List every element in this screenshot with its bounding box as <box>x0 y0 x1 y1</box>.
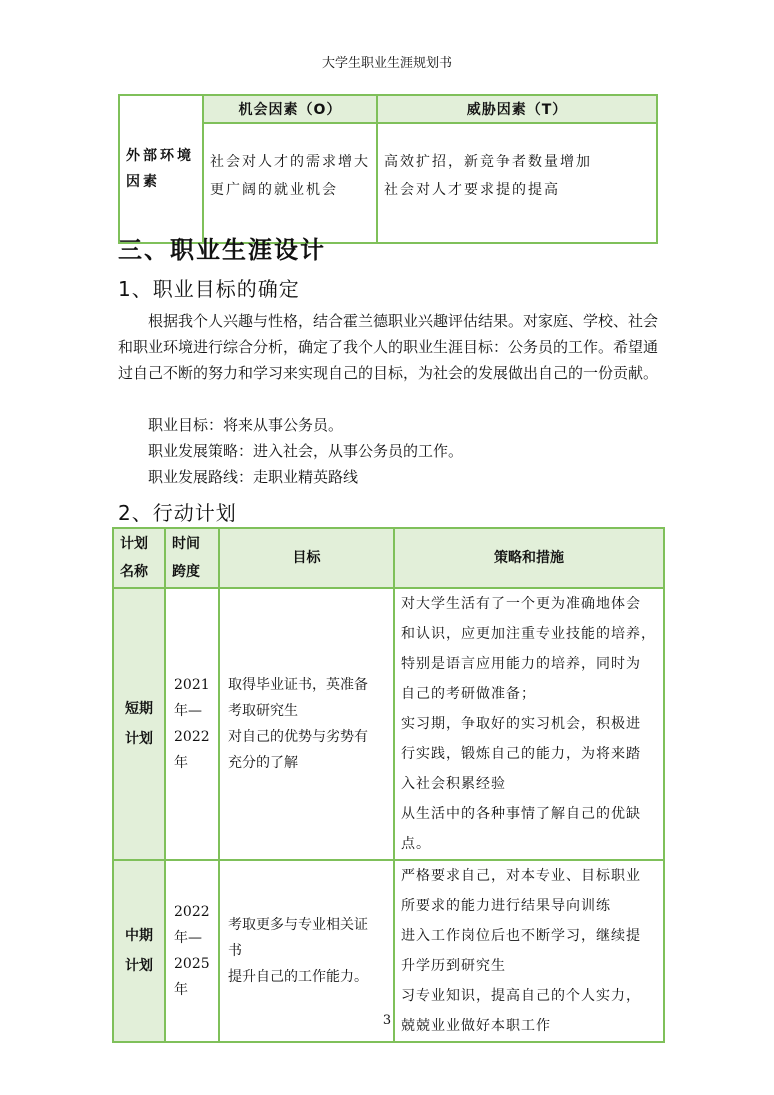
table-row <box>113 588 664 860</box>
plan-name-header <box>113 528 165 588</box>
strategy-line: 习专业知识，提高自己的个人实力， <box>401 988 641 1004</box>
plan-name-header-line: 计划 <box>120 536 148 552</box>
strategy-line: 特别是语言应用能力的培养，同时为 <box>401 656 641 672</box>
swot-row-label <box>119 95 203 243</box>
swot-row-label-line: 外部环境 <box>126 148 194 164</box>
goal-line: 取得毕业证书，英准备 <box>228 677 368 693</box>
swot-row-label-line: 因素 <box>126 174 160 190</box>
strategy-line: 对大学生活有了一个更为准确地体会 <box>401 596 641 612</box>
plan-name-line: 计划 <box>125 958 153 974</box>
swot-external-table <box>118 94 658 244</box>
threat-item: 高效扩招，新竞争者数量增加 <box>384 154 592 170</box>
time-span-header-line: 跨度 <box>172 564 200 580</box>
subsection-title-goal: 1、职业目标的确定 <box>118 277 300 301</box>
opportunity-cell <box>203 123 377 243</box>
opportunity-item: 社会对人才的需求增大 <box>210 154 370 170</box>
goal-line: 充分的了解 <box>228 755 298 771</box>
plan-name-line: 中期 <box>125 928 153 944</box>
goal-line: 对自己的优势与劣势有 <box>228 729 368 745</box>
strategy-line: 从生活中的各种事情了解自己的优缺 <box>401 806 641 822</box>
goal-header: 目标 <box>219 528 394 588</box>
section-title: 三、职业生涯设计 <box>118 236 326 264</box>
strategy-line: 自己的考研做准备； <box>401 686 536 702</box>
strategy-line: 进入工作岗位后也不断学习，继续提 <box>401 928 641 944</box>
goal-cell <box>219 588 394 860</box>
goal-line: 书 <box>228 943 242 959</box>
time-span-header-line: 时间 <box>172 536 200 552</box>
time-span-line: 年 <box>174 982 188 998</box>
body-paragraph: 根据我个人兴趣与性格，结合霍兰德职业兴趣评估结果。对家庭、学校、社会和职业环境进行综合分析，确定了我个人的职业生涯目标：公务员的工作。希望通过自己不断的努力和学习来实现自己的目标，为社会的发展做出自己的一份贡献。 <box>118 312 659 382</box>
career-strategy-line: 职业发展策略：进入社会，从事公务员的工作。 <box>148 442 464 460</box>
threat-item: 社会对人才要求提的提高 <box>384 182 560 198</box>
strategy-line: 升学历到研究生 <box>401 958 506 974</box>
strategy-line: 点。 <box>401 836 431 852</box>
strategy-header: 策略和措施 <box>394 528 664 588</box>
opportunity-header: 机会因素（O） <box>203 95 377 123</box>
plan-name-line: 短期 <box>125 701 153 717</box>
goal-line: 考取研究生 <box>228 703 298 719</box>
time-span-line: 年— <box>174 703 202 719</box>
time-span-line: 年 <box>174 755 188 771</box>
plan-name-cell <box>113 588 165 860</box>
strategy-line: 实习期，争取好的实习机会，积极进 <box>401 716 641 732</box>
strategy-cell <box>394 588 664 860</box>
time-span-header <box>165 528 219 588</box>
career-goal-line: 职业目标：将来从事公务员。 <box>148 416 344 434</box>
time-span-line: 2021 <box>174 677 210 693</box>
subsection-title-plan: 2、行动计划 <box>118 501 237 525</box>
strategy-line: 和认识，应更加注重专业技能的培养， <box>401 626 656 642</box>
page-number: 3 <box>382 1013 392 1028</box>
threat-header: 威胁因素（T） <box>377 95 657 123</box>
strategy-line: 入社会积累经验 <box>401 776 506 792</box>
strategy-line: 行实践，锻炼自己的能力，为将来踏 <box>401 746 641 762</box>
time-span-line: 2022 <box>174 904 210 920</box>
action-plan-table <box>112 527 665 1043</box>
strategy-line: 所要求的能力进行结果导向训练 <box>401 898 611 914</box>
career-path-line: 职业发展路线：走职业精英路线 <box>148 468 359 486</box>
strategy-line: 严格要求自己，对本专业、目标职业 <box>401 868 641 884</box>
threat-cell <box>377 123 657 243</box>
plan-name-header-line: 名称 <box>120 564 148 580</box>
time-span-line: 2025 <box>174 956 210 972</box>
time-span-cell <box>165 588 219 860</box>
time-span-line: 年— <box>174 930 202 946</box>
goal-line: 考取更多与专业相关证 <box>228 917 368 933</box>
plan-name-line: 计划 <box>125 731 153 747</box>
strategy-line: 兢兢业业做好本职工作 <box>401 1018 551 1034</box>
goal-line: 提升自己的工作能力。 <box>228 969 368 985</box>
page-header: 大学生职业生涯规划书 <box>321 56 452 71</box>
opportunity-item: 更广阔的就业机会 <box>210 182 338 198</box>
time-span-line: 2022 <box>174 729 210 745</box>
